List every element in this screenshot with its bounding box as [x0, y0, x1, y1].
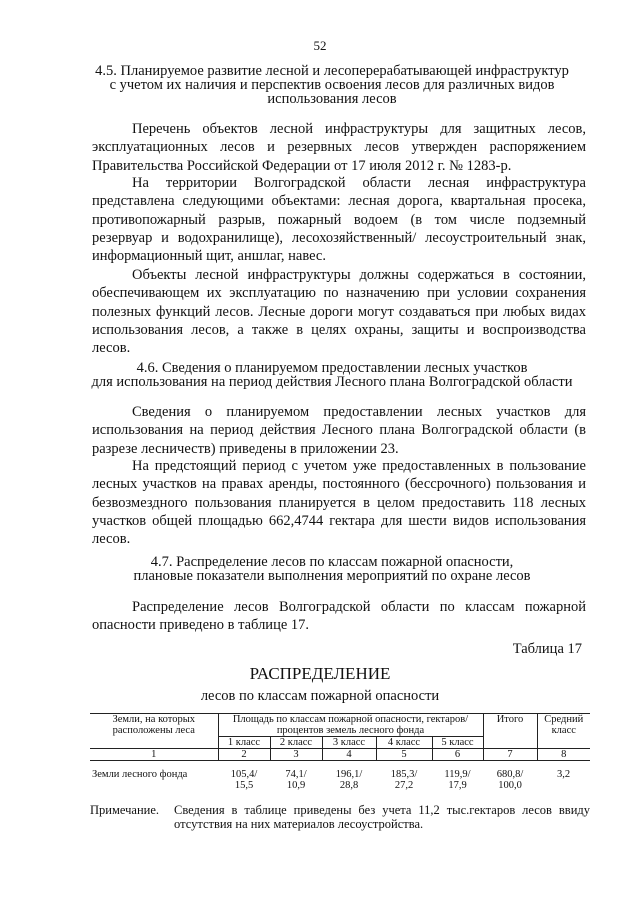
section-4-6-heading [78, 361, 586, 389]
cell-total [483, 769, 537, 791]
table-subtitle: лесов по классам пожарной опасности [200, 688, 440, 704]
cell-hectares: 196,1/ [335, 768, 363, 780]
col-number: 8 [537, 749, 590, 761]
header-class-4: 4 класс [376, 737, 432, 749]
heading-line: использования лесов [267, 91, 397, 107]
row-name: Земли лесного фонда [92, 768, 188, 780]
header-avg-class: Средний класс [537, 714, 590, 749]
cell-percent: 10,9 [286, 779, 306, 791]
section-4-7-heading [78, 555, 586, 583]
header-class-3: 3 класс [322, 737, 376, 749]
page-number: 52 [313, 38, 327, 53]
cell-avg-class: 3,2 [556, 768, 571, 780]
table-label: Таблица 17 [512, 641, 582, 657]
heading-line: с учетом их наличия и перспектив освоения лесов для различных видов [109, 77, 555, 93]
col-number: 4 [322, 749, 376, 761]
paragraph: Объекты лесной инфраструктуры должны содержаться в состоянии, обеспечивающем их эксплуатацию по назначению при условии сохранения полезных функций лесов. Лесные дороги могут создаваться при любых видах использования лесов, а также в целях охраны, защиты и воспроизводства лесов. [92, 267, 586, 357]
table-row [90, 769, 590, 791]
cell-class-4 [376, 769, 432, 791]
col-number: 1 [151, 749, 157, 760]
cell-hectares: 74,1/ [285, 768, 307, 780]
header-area-group: Площадь по классам пожарной опасности, гектаров/процентов земель лесного фонда [218, 714, 483, 737]
header-class-2: 2 класс [270, 737, 322, 749]
table-title: РАСПРЕДЕЛЕНИЕ [249, 664, 391, 683]
note-text: Сведения в таблице приведены без учета 11,2 тыс.гектаров лесов ввиду отсутствия на них материалов лесоустройства. [174, 803, 590, 831]
col-number: 5 [376, 749, 432, 761]
heading-line: 4.5. Планируемое развитие лесной и лесоперерабатывающей инфраструктур [95, 63, 569, 79]
cell-class-2 [270, 769, 322, 791]
header-lands: Земли, на которых расположены леса [112, 714, 195, 736]
cell-percent: 27,2 [394, 779, 414, 791]
cell-hectares: 680,8/ [496, 768, 524, 780]
col-number: 2 [218, 749, 270, 761]
fire-danger-table [90, 713, 590, 791]
heading-line: 4.6. Сведения о планируемом предоставлении лесных участков [136, 360, 528, 376]
section-4-5-heading [78, 64, 586, 106]
cell-percent: 100,0 [498, 779, 522, 791]
note-label: Примечание. [90, 803, 160, 817]
paragraph: На территории Волгоградской области лесная инфраструктура представлена следующими объектами: лесная дорога, квартальная просека, противопожарный разрыв, пожарный водоем (в том числе подземный резервуар и водохранилище), лесохозяйственный/ лесоустроительный знак, информационный щит, аншлаг, навес. [92, 175, 586, 265]
cell-class-1 [218, 769, 270, 791]
column-number-row [90, 749, 590, 761]
cell-class-3 [322, 769, 376, 791]
cell-percent: 15,5 [234, 779, 254, 791]
header-class-5: 5 класс [432, 737, 483, 749]
heading-line: для использования на период действия Лесного плана Волгоградской области [91, 374, 573, 390]
cell-class-5 [432, 769, 483, 791]
cell-hectares: 119,9/ [444, 768, 471, 780]
col-number: 7 [483, 749, 537, 761]
header-total: Итого [483, 714, 537, 749]
cell-hectares: 105,4/ [230, 768, 258, 780]
cell-hectares: 185,3/ [390, 768, 418, 780]
heading-line: плановые показатели выполнения мероприятий по охране лесов [133, 568, 531, 584]
cell-percent: 17,9 [448, 779, 467, 791]
paragraph: На предстоящий период с учетом уже предоставленных в пользование лесных участков на правах аренды, постоянного (бессрочного) пользования и безвозмездного пользования планируется в целом предоставить 118 лесных участков общей площадью 662,4744 гектара для шести видов использования лесов. [92, 458, 586, 548]
paragraph: Перечень объектов лесной инфраструктуры для защитных лесов, эксплуатационных лесов и резервных лесов утвержден распоряжением Правительства Российской Федерации от 17 июля 2012 г. № 1283-р. [92, 121, 586, 174]
col-number: 3 [270, 749, 322, 761]
col-number: 6 [432, 749, 483, 761]
paragraph: Сведения о планируемом предоставлении лесных участков для использования на период действия Лесного плана Волгоградской области (в разрезе лесничеств) приведены в приложении 23. [92, 404, 586, 457]
header-class-1: 1 класс [218, 737, 270, 749]
cell-percent: 28,8 [339, 779, 359, 791]
heading-line: 4.7. Распределение лесов по классам пожарной опасности, [150, 554, 514, 570]
paragraph: Распределение лесов Волгоградской области по классам пожарной опасности приведено в таблице 17. [92, 599, 586, 634]
